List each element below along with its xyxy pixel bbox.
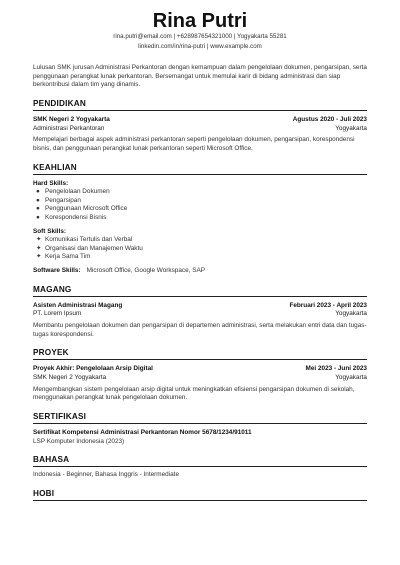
project-org: SMK Negeri 2 Yogyakarta [33,374,107,382]
school-name: SMK Negeri 2 Yogyakarta [33,115,110,123]
list-item: ✦ Kerja Sama Tim [36,253,91,261]
software-skills [33,267,367,276]
list-item: ● Pengarsipan [36,196,81,204]
project-description: Mengembangkan sistem pengelolaan arsip digital untuk meningkatkan efisiensi pengarsipan dokumen di sekolah, menggunakan perangkat lunak pengelolaan dokumen. [33,385,355,402]
candidate-name: Rina Putri [152,10,248,32]
section-title: PENDIDIKAN [33,99,367,111]
section-pendidikan [33,99,367,154]
certificate-name: Sertifikat Kompetensi Administrasi Perkantoran Nomor 5678/1234/91011 [33,429,252,437]
internship-description: Membantu pengelolaan dokumen dan pengarsipan di departemen administrasi, serta melakukan entri data dan tugas-tugas korespondensi. [33,322,367,338]
list-item: ✦ Komunikasi Tertulis dan Verbal [36,236,133,244]
section-sertifikasi [33,412,367,446]
section-proyek [33,348,367,403]
project-location: Yogyakarta [335,374,367,382]
bullet-icon: ● [36,213,40,221]
internship-dates: Februari 2023 - April 2023 [289,301,367,309]
contact-line-2: linkedin.com/in/rina-putri | www.example.com [138,42,262,50]
list-item: ● Pengelolaan Dokumen [36,188,110,196]
section-keahlian [33,163,367,276]
project-name: Proyek Akhir: Pengelolaan Arsip Digital [33,365,153,373]
internship-location: Yogyakarta [335,310,367,318]
section-title: BAHASA [33,455,367,467]
project-dates: Mei 2023 - Juni 2023 [305,365,367,373]
section-title: PROYEK [33,348,367,360]
section-title: MAGANG [33,285,367,297]
list-item: ✦ Organisasi dan Manajemen Waktu [36,244,143,252]
star-bullet-icon: ✦ [36,253,42,261]
hard-skills-label: Hard Skills: [33,179,69,187]
education-location: Yogyakarta [335,124,367,132]
education-dates: Agustus 2020 - Juli 2023 [292,115,367,123]
bullet-icon: ● [36,196,40,204]
section-title: KEAHLIAN [33,163,367,175]
section-hobi [33,489,367,501]
soft-skills-list [33,236,367,262]
certificate-issuer: LSP Komputer Indonesia (2023) [33,437,125,445]
summary: Lulusan SMK jurusan Administrasi Perkantoran dengan kemampuan dalam pengelolaan dokumen, pengarsipan, serta penggunaan perangkat lunak perkantoran. Bersemangat untuk memulai karir di bidang administrasi dan siap berkontribusi dalam tim yang dinamis. [33,64,367,89]
section-magang [33,285,367,340]
section-title: SERTIFIKASI [33,412,367,424]
languages: Indonesia - Beginner, Bahasa Inggris - Intermediate [33,471,180,479]
soft-skills-label: Soft Skills: [33,227,67,235]
star-bullet-icon: ✦ [36,244,42,252]
education-description: Mempelajari berbagai aspek administrasi perkantoran seperti pengelolaan dokumen, pengarsipan, korespondensi bisnis, dan penggunaan perangkat lunak perkantoran seperti Microsoft Office. [33,136,355,152]
software-skills-value: Microsoft Office, Google Workspace, SAP [86,266,205,274]
education-major: Administrasi Perkantoran [33,124,105,132]
section-bahasa [33,455,367,480]
internship-role: Asisten Administrasi Magang [33,301,123,309]
contact-line-1: rina.putri@email.com | +628987654321000 | Yogyakarta 55281 [113,33,287,40]
internship-company: PT. Lorem Ipsum [33,310,82,318]
software-skills-label: Software Skills: [33,266,81,274]
list-item: ● Korespondensi Bisnis [36,213,107,221]
bullet-icon: ● [36,188,40,196]
hard-skills-list [33,188,367,222]
section-title: HOBI [33,489,367,501]
bullet-icon: ● [36,205,40,213]
list-item: ● Penggunaan Microsoft Office [36,205,128,213]
star-bullet-icon: ✦ [36,236,42,244]
